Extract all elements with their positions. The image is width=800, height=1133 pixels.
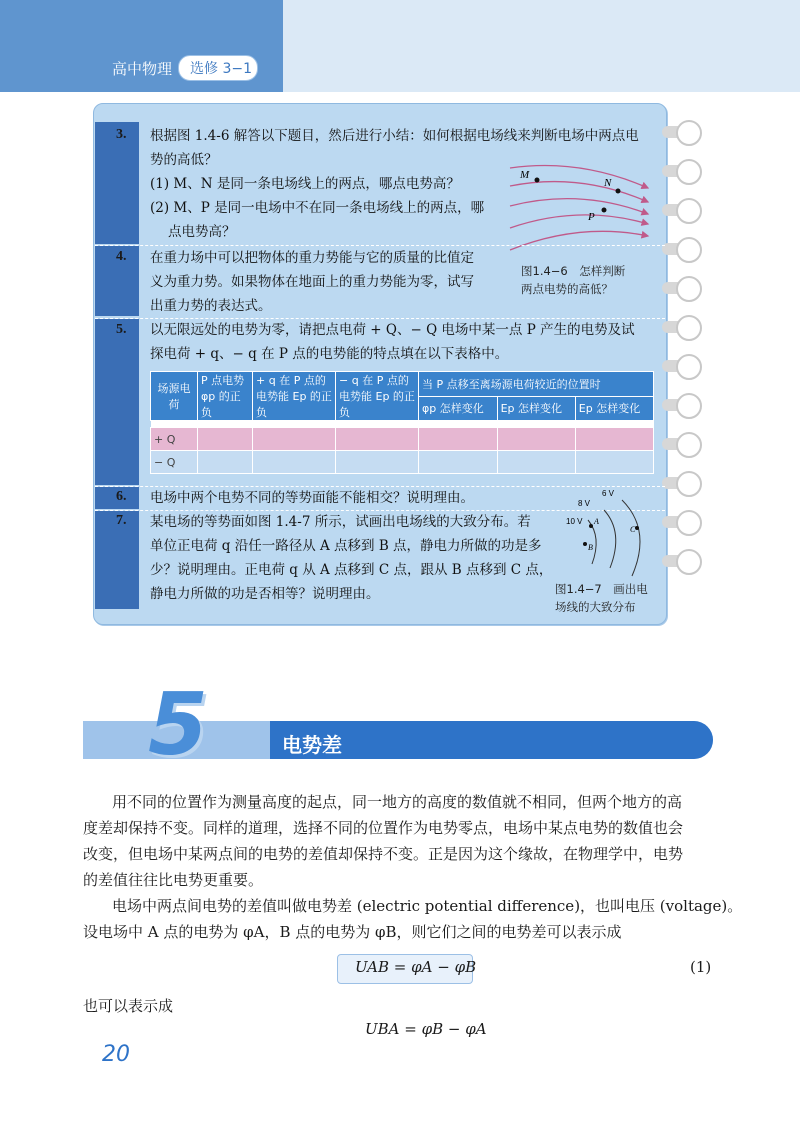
header-band-light [283,0,800,92]
question-7-number: 7. [116,513,127,528]
table-header: P 点电势φp 的正负 [198,372,253,421]
table-header: + q 在 P 点的电势能 Ep 的正负 [253,372,336,421]
equation-number: (1) [690,958,712,976]
table-header: Ep 怎样变化 [575,396,653,421]
ring-icon [662,276,712,302]
body-line: 电场中两点间电势的差值叫做电势差 (electric potential difference)，也叫电压 (voltage)。 [112,897,743,915]
table-header: 场源电荷 [151,372,198,421]
label-p: P [588,211,595,223]
question-3-line: 根据图 1.4-6 解答以下题目，然后进行小结：如何根据电场线来判断电场中两点电 [150,128,639,144]
label-a: A [594,517,599,526]
question-3-line: 点电势高？ [168,224,236,240]
question-4-line: 出重力势的表达式。 [150,298,272,314]
body-line: 的差值往往比电势更重要。 [83,871,264,889]
figure-equipotential [552,482,660,578]
ring-icon [662,393,712,419]
question-3-line: (1) M、N 是同一条电场线上的两点，哪点电势高？ [150,176,460,192]
equation-1: UAB = φA − φB [355,958,477,976]
course-label: 选修 3−1 [190,61,252,77]
question-6-number: 6. [116,489,127,504]
question-4-number: 4. [116,249,127,264]
label-8v: 8 V [578,499,591,508]
label-6v: 6 V [602,489,615,498]
charge-table [150,371,654,474]
book-title: 高中物理 [112,60,173,78]
question-5-line: 以无限远处的电势为零，请把点电荷 + Q、− Q 电场中某一点 P 产生的电势及试 [150,322,635,338]
question-5-number: 5. [116,322,127,337]
question-7-line: 静电力所做的功是否相等？说明理由。 [150,586,380,602]
label-b: B [588,543,593,552]
ring-icon [662,354,712,380]
body-line: 度差却保持不变。同样的道理，选择不同的位置作为电势零点，电场中某点电势的数值也会 [83,819,684,837]
question-6-line: 电场中两个电势不同的等势面能不能相交？说明理由。 [150,490,474,506]
body-line: 改变，但电场中某两点间的电势的差值却保持不变。正是因为这个缘故，在物理学中，电势 [83,845,684,863]
label-n: N [604,177,612,189]
figure-1-4-7-caption: 场线的大致分布 [555,600,636,614]
question-7-line: 少？说明理由。正电荷 q 从 A 点移到 C 点，跟从 B 点移到 C 点， [150,562,553,578]
table-row [151,428,654,451]
page-number: 20 [102,1042,130,1067]
question-7-line: 单位正电荷 q 沿任一路径从 A 点移到 B 点，静电力所做的功是多 [150,538,542,554]
body-line: 用不同的位置作为测量高度的起点，同一地方的高度的数值就不相同，但两个地方的高 [112,793,683,811]
table-header: Ep 怎样变化 [497,396,575,421]
question-4-line: 义为重力势。如果物体在地面上的重力势能为零，试写 [150,274,474,290]
question-5-line: 探电荷 + q、− q 在 P 点的电势能的特点填在以下表格中。 [150,346,509,362]
question-5-bar [95,319,139,485]
label-m: M [520,169,530,181]
row-label: − Q [151,451,198,474]
question-3-line: (2) M、P 是同一电场中不在同一条电场线上的两点，哪 [150,200,485,216]
ring-icon [662,198,712,224]
section-title: 电势差 [282,733,342,757]
table-header: φp 怎样变化 [419,396,498,421]
ring-icon [662,510,712,536]
question-7-line: 某电场的等势面如图 1.4-7 所示，试画出电场线的大致分布。若 [150,514,531,530]
question-4-line: 在重力场中可以把物体的重力势能与它的质量的比值定 [150,250,474,266]
table-row [151,451,654,474]
label-10v: 10 V [566,517,583,526]
question-3-line: 势的高低？ [150,152,218,168]
body-line: 也可以表示成 [83,997,174,1015]
ring-icon [662,471,712,497]
figure-1-4-6-caption: 两点电势的高低？ [521,282,613,296]
notebook-rings [662,120,712,600]
section-number: 5 [148,675,208,775]
ring-icon [662,549,712,575]
figure-field-lines [500,158,660,258]
ring-icon [662,237,712,263]
ring-icon [662,315,712,341]
table-header: − q 在 P 点的电势能 Ep 的正负 [336,372,419,421]
figure-1-4-6-caption: 图1.4−6 怎样判断 [521,264,626,278]
figure-1-4-7-caption: 图1.4−7 画出电 [555,582,648,596]
ring-icon [662,432,712,458]
question-3-number: 3. [116,127,127,142]
label-c: C [630,525,636,534]
ring-icon [662,159,712,185]
row-label: + Q [151,428,198,451]
body-line: 设电场中 A 点的电势为 φA，B 点的电势为 φB，则它们之间的电势差可以表示成 [83,923,622,941]
table-header: 当 P 点移至离场源电荷较近的位置时 [419,372,654,397]
ring-icon [662,120,712,146]
equation-2: UBA = φB − φA [365,1020,487,1038]
